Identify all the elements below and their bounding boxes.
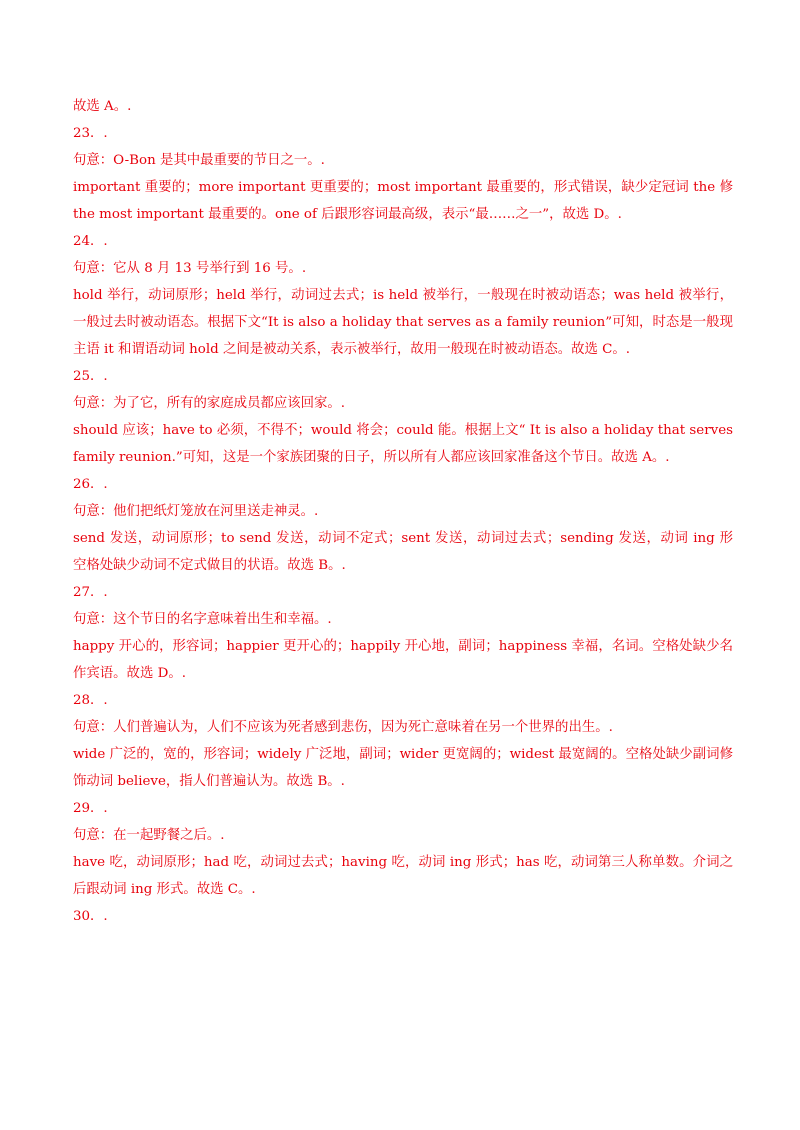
question-number: 30．. [73,909,108,924]
sentence-meaning: 句意：这个节日的名字意味着出生和幸福。. [73,612,332,627]
explanation-line: family reunion.”可知，这是一个家族团聚的日子，所以所有人都应该回家准备这个节日。故选 A。. [73,450,670,465]
sentence-meaning: 句意：在一起野餐之后。. [73,828,225,843]
explanation-line: hold 举行，动词原形；held 举行，动词过去式；is held 被举行，一般现在时被动语态；was held 被举行， [73,288,733,303]
question-number: 25．. [73,369,108,384]
question-number: 24．. [73,234,108,249]
question-number: 29．. [73,801,108,816]
explanation-line: happy 开心的，形容词；happier 更开心的；happily 开心地，副词；happiness 幸福，名词。空格处缺少名 [73,639,733,654]
explanation-line: 作宾语。故选 D。. [73,666,186,681]
explanation-line: 主语 it 和谓语动词 hold 之间是被动关系，表示被举行，故用一般现在时被动语态。故选 C。. [73,342,631,357]
sentence-meaning: 句意：O-Bon 是其中最重要的节日之一。. [73,153,325,168]
explanation-line: have 吃，动词原形；had 吃，动词过去式；having 吃，动词 ing 形式；has 吃，动词第三人称单数。介词之 [73,855,733,870]
sentence-meaning: 句意：它从 8 月 13 号举行到 16 号。. [73,261,307,276]
explanation-line: should 应该；have to 必须，不得不；would 将会；could 能。根据上文“ It is also a holiday that serves [73,423,733,438]
question-number: 23．. [73,126,108,141]
explanation-line: 空格处缺少动词不定式做目的状语。故选 B。. [73,558,346,573]
question-number: 27．. [73,585,108,600]
explanation-line: wide 广泛的，宽的，形容词；widely 广泛地，副词；wider 更宽阔的；widest 最宽阔的。空格处缺少副词修 [73,747,733,762]
explanation-line: important 重要的；more important 更重要的；most important 最重要的，形式错误，缺少定冠词 the 修 [73,180,733,195]
sentence-meaning: 句意：他们把纸灯笼放在河里送走神灵。. [73,504,319,519]
explanation-line: 一般过去时被动语态。根据下文“It is also a holiday that serves as a family reunion”可知，时态是一般现 [73,315,733,330]
sentence-meaning: 句意：为了它，所有的家庭成员都应该回家。. [73,396,346,411]
text-line: 故选 A。. [73,99,132,114]
sentence-meaning: 句意：人们普遍认为，人们不应该为死者感到悲伤，因为死亡意味着在另一个世界的出生。. [73,720,613,735]
answer-explanations [73,93,733,930]
explanation-line: 后跟动词 ing 形式。故选 C。. [73,882,256,897]
question-number: 28．. [73,693,108,708]
question-number: 26．. [73,477,108,492]
explanation-line: 饰动词 believe，指人们普遍认为。故选 B。. [73,774,345,789]
explanation-line: send 发送，动词原形；to send 发送，动词不定式；sent 发送，动词过去式；sending 发送，动词 ing 形 [73,531,733,546]
explanation-line: the most important 最重要的。one of 后跟形容词最高级，表示“最……之一”，故选 D。. [73,207,622,222]
